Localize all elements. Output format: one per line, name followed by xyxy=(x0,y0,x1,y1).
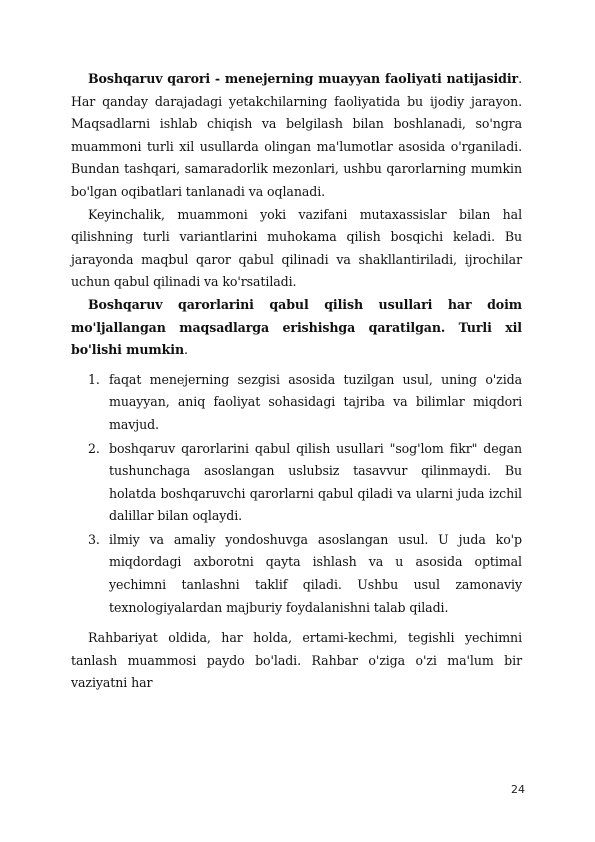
list-item xyxy=(71,438,522,528)
paragraph-decision-definition xyxy=(71,68,522,204)
paragraph-body: . Har qanday darajadagi yetakchilarning faoliyatida bu ijodiy jarayon. Maqsadlarni ishlab chiqish va belgilash bilan boshlanadi, so'ngra muammoni turli xil usullarda olingan ma'lumotlar asosida o'rganiladi. Bundan tashqari, samaradorlik mezonlari, ushbu qarorlarning mumkin bo'lgan oqibatlari tanlanadi va oqlanadi. xyxy=(71,71,522,199)
list-item-text: ilmiy va amaliy yondoshuvga asoslangan usul. U juda ko'p miqdordagi axborotni qayta ishlash va u asosida optimal yechimni tanlashni taklif qiladi. Ushbu usul zamonaviy texnologiyalardan majburiy foydalanishni talab qiladi. xyxy=(109,531,522,615)
paragraph-body: . xyxy=(184,342,188,358)
paragraph-methods-intro xyxy=(71,294,522,362)
paragraph-discussion-stage: Keyinchalik, muammoni yoki vazifani mutaxassislar bilan hal qilishning turli variantlarini muhokama qilish bosqichi keladi. Bu jarayonda maqbul qaror qabul qilinadi va shakllantiriladi, ijrochilar uchun qabul qilinadi va ko'rsatiladi. xyxy=(71,206,522,290)
list-item-number: 3. xyxy=(88,531,100,547)
list-item-text: boshqaruv qarorlarini qabul qilish usullari "sog'lom fikr" degan tushunchaga asoslangan uslubsiz tasavvur qilinmaydi. Bu holatda boshqaruvchi qarorlarni qabul qiladi va ularni juda izchil dalillar bilan oqlaydi. xyxy=(109,440,522,524)
list-item xyxy=(71,529,522,619)
methods-numbered-list xyxy=(71,369,522,620)
list-item xyxy=(71,369,522,437)
list-item-text: faqat menejerning sezgisi asosida tuzilgan usul, uning o'zida muayyan, aniq faoliyat sohasidagi tajriba va bilimlar miqdori mavjud. xyxy=(109,371,522,432)
paragraph-bold-lead: Boshqaruv qarorlarini qabul qilish usullari har doim mo'ljallangan maqsadlarga erishishga qaratilgan. Turli xil bo'lishi mumkin xyxy=(71,296,522,358)
paragraph-leadership-choice: Rahbariyat oldida, har holda, ertami-kechmi, tegishli yechimni tanlash muammosi paydo bo'ladi. Rahbar o'ziga o'zi ma'lum bir vaziyatni har xyxy=(71,630,522,691)
list-item-number: 1. xyxy=(88,371,100,387)
page-number: 24 xyxy=(511,783,525,796)
document-page xyxy=(71,68,522,695)
list-item-number: 2. xyxy=(88,440,100,456)
paragraph-bold-lead: Boshqaruv qarori - menejerning muayyan faoliyati natijasidir xyxy=(88,71,519,86)
